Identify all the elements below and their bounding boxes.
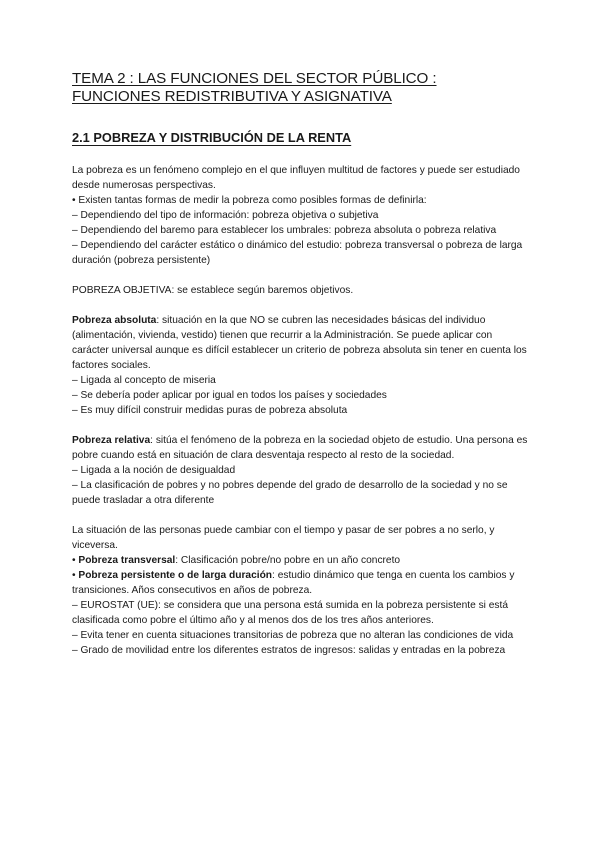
- relativa-paragraph: [72, 433, 528, 463]
- transversal-item: [72, 553, 528, 568]
- intro-dash-3: – Dependiendo del carácter estático o dinámico del estudio: pobreza transversal o pobreza de larga duración (pobreza persistente): [72, 240, 523, 266]
- objetiva-text: POBREZA OBJETIVA: se establece según baremos objetivos.: [72, 285, 354, 296]
- transversal-term: Pobreza transversal: [78, 555, 176, 566]
- transversal-definition: : Clasificación pobre/no pobre en un año concreto: [175, 555, 401, 566]
- transversal-bullet: •: [72, 555, 79, 566]
- intro-dash-2: – Dependiendo del baremo para establecer los umbrales: pobreza absoluta o pobreza relativa: [72, 225, 497, 236]
- section-heading: 2.1 POBREZA Y DISTRIBUCIÓN DE LA RENTA: [72, 130, 352, 145]
- persistente-bullet: •: [72, 570, 79, 581]
- situacion-dash-3: – Grado de movilidad entre los diferentes estratos de ingresos: salidas y entradas en la pobreza: [72, 645, 506, 656]
- absoluta-term: Pobreza absoluta: [72, 315, 157, 326]
- relativa-dash-1: – Ligada a la noción de desigualdad: [72, 465, 236, 476]
- title-line-2: FUNCIONES REDISTRIBUTIVA Y ASIGNATIVA: [72, 88, 392, 105]
- persistente-item: [72, 568, 528, 598]
- absoluta-dash-2: – Se debería poder aplicar por igual en todos los países y sociedades: [72, 390, 387, 401]
- document-page: [72, 70, 528, 658]
- title-line-1: TEMA 2 : LAS FUNCIONES DEL SECTOR PÚBLICO :: [72, 70, 437, 87]
- relativa-block: [72, 433, 528, 508]
- absoluta-dash-1: – Ligada al concepto de miseria: [72, 375, 216, 386]
- persistente-term: Pobreza persistente o de larga duración: [78, 570, 273, 581]
- absoluta-definition: : situación en la que NO se cubren las necesidades básicas del individuo (alimentación, vivienda, vestido) tienen que recurrir a la Administración. Se puede aplicar con carácter universal aunque es difícil establecer un criterio de pobreza absoluta sin tener en cuenta los factores sociales.: [72, 315, 527, 371]
- document-title: [72, 70, 528, 106]
- relativa-definition: : sitúa el fenómeno de la pobreza en la sociedad objeto de estudio. Una persona es pobre cuando está en situación de clara desventaja respecto al resto de la sociedad.: [72, 435, 528, 461]
- situacion-dash-1: – EUROSTAT (UE): se considera que una persona está sumida en la pobreza persistente si está clasificada como pobre el último año y al menos dos de los tres años anteriores.: [72, 600, 509, 626]
- objetiva-block: [72, 283, 528, 298]
- intro-paragraph: La pobreza es un fenómeno complejo en el que influyen multitud de factores y puede ser estudiado desde numerosas perspectivas.: [72, 165, 520, 191]
- situacion-paragraph: La situación de las personas puede cambiar con el tiempo y pasar de ser pobres a no serlo, y viceversa.: [72, 525, 495, 551]
- relativa-dash-2: – La clasificación de pobres y no pobres depende del grado de desarrollo de la sociedad y no se puede trasladar a otra diferente: [72, 480, 508, 506]
- intro-dash-1: – Dependiendo del tipo de información: pobreza objetiva o subjetiva: [72, 210, 379, 221]
- intro-block: [72, 163, 528, 268]
- absoluta-block: [72, 313, 528, 418]
- absoluta-dash-3: – Es muy difícil construir medidas puras de pobreza absoluta: [72, 405, 348, 416]
- absoluta-paragraph: [72, 313, 528, 373]
- situacion-block: [72, 523, 528, 658]
- intro-bullet: • Existen tantas formas de medir la pobreza como posibles formas de definirla:: [72, 195, 427, 206]
- situacion-dash-2: – Evita tener en cuenta situaciones transitorias de pobreza que no alteran las condiciones de vida: [72, 630, 514, 641]
- relativa-term: Pobreza relativa: [72, 435, 151, 446]
- persistente-definition: : estudio dinámico que tenga en cuenta los cambios y transiciones. Años consecutivos en años de pobreza.: [72, 570, 515, 596]
